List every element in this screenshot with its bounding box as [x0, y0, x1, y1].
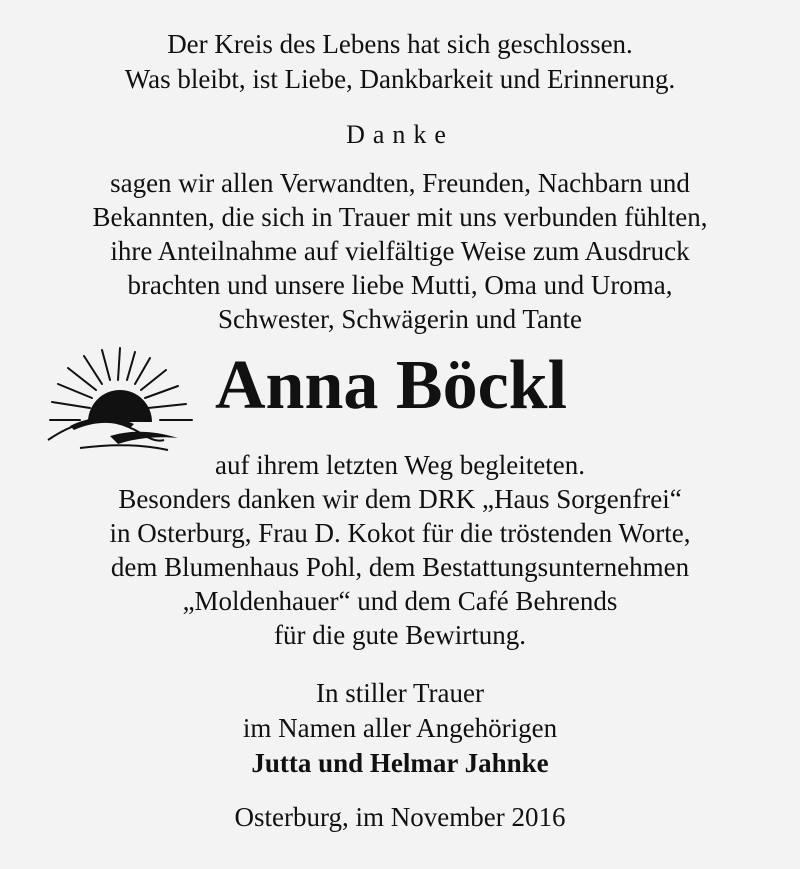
intro-line-4: brachten und unsere liebe Mutti, Oma und Uroma, — [127, 270, 673, 300]
place-date: Osterburg, im November 2016 — [234, 802, 566, 832]
thanks-body — [0, 448, 800, 652]
motto-line-1: Der Kreis des Lebens hat sich geschlossen. — [167, 29, 633, 59]
name-row — [0, 332, 800, 452]
thanks-intro — [0, 166, 800, 336]
motto-line-2: Was bleibt, ist Liebe, Dankbarkeit und Erinnerung. — [124, 64, 676, 94]
closing-line-1: In stiller Trauer — [316, 678, 484, 708]
sunset-over-hills-icon — [40, 340, 200, 455]
heading-danke: Danke — [346, 120, 454, 149]
intro-line-1: sagen wir allen Verwandten, Freunden, Nachbarn und — [110, 168, 690, 198]
deceased-name: Anna Böckl — [215, 347, 568, 424]
closing — [0, 676, 800, 781]
body-line-5: „Moldenhauer“ und dem Café Behrends — [182, 586, 618, 616]
intro-line-5: Schwester, Schwägerin und Tante — [218, 304, 582, 334]
body-line-1: auf ihrem letzten Weg begleiteten. — [215, 450, 585, 480]
signers: Jutta und Helmar Jahnke — [251, 748, 549, 778]
body-line-2: Besonders danken wir dem DRK „Haus Sorgenfrei“ — [118, 484, 682, 514]
body-line-6: für die gute Bewirtung. — [274, 620, 526, 650]
motto — [0, 27, 800, 97]
closing-line-2: im Namen aller Angehörigen — [242, 713, 558, 743]
intro-line-2: Bekannten, die sich in Trauer mit uns verbunden fühlten, — [92, 202, 708, 232]
intro-line-3: ihre Anteilnahme auf vielfältige Weise zum Ausdruck — [110, 236, 690, 266]
body-line-4: dem Blumenhaus Pohl, dem Bestattungsunternehmen — [110, 552, 690, 582]
body-line-3: in Osterburg, Frau D. Kokot für die tröstenden Worte, — [109, 518, 691, 548]
